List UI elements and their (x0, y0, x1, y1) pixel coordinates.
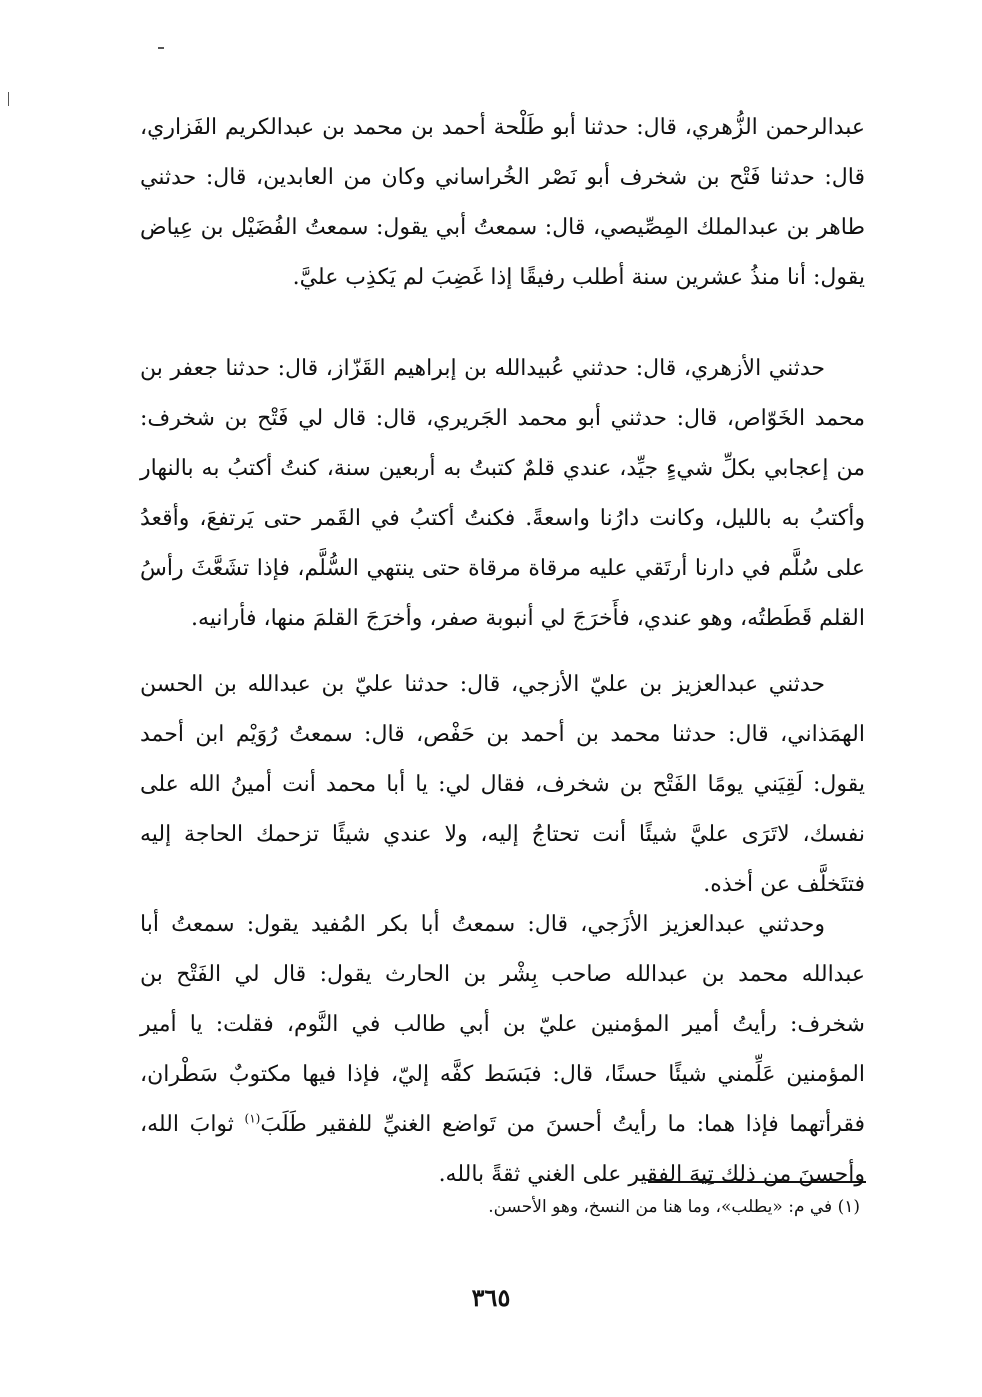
paragraph-text-before: وحدثني عبدالعزيز الأزَجي، قال: سمعتُ أبا بكر المُفيد يقول: سمعتُ أبا عبدالله محمد بن عبدالله صاحب بِشْر بن الحارث يقول: قال لي الفَتْح بن شخرف: رأيتُ أمير المؤمنين عليّ بن أبي طالب في النَّوم، فقلت: يا أمير المؤمنين عَلِّمني شيئًا حسنًا، قال: فبَسَط كفَّه إليّ، فإذا فيها مكتوبٌ سَطْران، فقرأتهما فإذا هما: ما رأيتُ أحسنَ من تَواضع الغنيِّ للفقير طَلَبَ (140, 912, 865, 1137)
footnote-reference: (١) (244, 1111, 261, 1126)
footnote-number: (١) (837, 1197, 860, 1217)
scan-mark (8, 92, 9, 106)
paragraph-text: عبدالرحمن الزُّهري، قال: حدثنا أبو طَلْحة أحمد بن محمد بن عبدالكريم الفَزاري، قال: حدثنا فَتْح بن شخرف أبو نَصْر الخُراساني وكان من العابدين، قال: حدثني طاهر بن عبدالملك المِصِّيصي، قال: سمعتُ أبي يقول: سمعتُ الفُضَيْل بن عِياض يقول: أنا منذُ عشرين سنة أطلب رفيقًا إذا غَضِبَ لم يَكذِب عليَّ. (140, 115, 865, 290)
paragraph-3 (140, 660, 865, 910)
paragraph-4 (140, 900, 865, 1200)
footnote-text: في م: «يطلب»، وما هنا من النسخ، وهو الأحسن. (488, 1197, 833, 1217)
paragraph-text (140, 900, 865, 1200)
paragraph-text-after: ثوابَ الله، وأحسنَ من ذلك تِيهَ الفقير على الغني ثقةً بالله. (140, 1112, 865, 1187)
paragraph-text: حدثني الأزهري، قال: حدثني عُبيدالله بن إبراهيم القَزّاز، قال: حدثنا جعفر بن محمد الخَوّاص، قال: حدثني أبو محمد الجَريري، قال: قال لي فَتْح بن شخرف: من إعجابي بكلِّ شيءٍ جيِّد، عندي قلمٌ كتبتُ به أربعين سنة، كنتُ أكتبُ به بالنهار وأكتبُ به بالليل، وكانت دارُنا واسعةً. فكنتُ أكتبُ في القَمر حتى يَرتفعَ، وأقعدُ على سُلَّم في دارنا أرتَقي عليه مرقاة مرقاة حتى ينتهي السُّلَّم، فإذا تشَعَّثَ رأسُ القلم قَطَطتُه، وهو عندي، فأَخرَجَ لي أنبوبة صفر، وأخرَجَ القلمَ منها، فأرانيه. (140, 356, 865, 631)
footnote-separator (648, 1181, 866, 1183)
paragraph-text: حدثني عبدالعزيز بن عليّ الأزجي، قال: حدثنا عليّ بن عبدالله بن الحسن الهمَذاني، قال: حدثنا محمد بن أحمد بن حَفْص، قال: سمعتُ رُوَيْم ابن أحمد يقول: لَقِيَني يومًا الفَتْح بن شخرف، فقال لي: يا أبا محمد أنت أمينُ الله على نفسك، لاتَرَى عليَّ شيئًا أنت تحتاجُ إليه، ولا عندي شيئًا تزحمك الحاجة إليه فتتَخلَّف عن أخذه. (140, 672, 865, 897)
paragraph-2 (140, 344, 865, 644)
page-number: ٣٦٥ (471, 1283, 511, 1312)
footnote (390, 1194, 860, 1220)
scan-mark (158, 47, 164, 49)
paragraph-1 (140, 103, 865, 303)
